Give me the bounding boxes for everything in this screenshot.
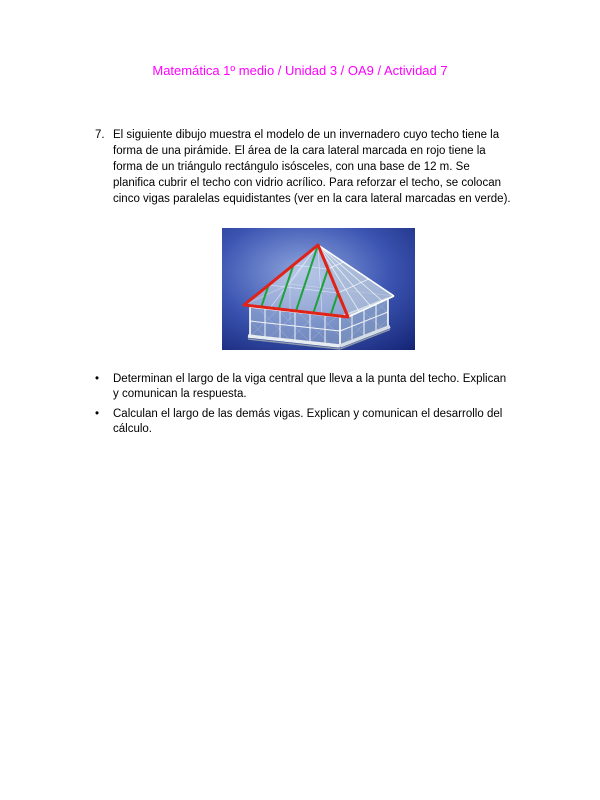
bullet-text: Calculan el largo de las demás vigas. Explican y comunican el desarrollo del cálculo.: [113, 408, 503, 435]
task-bullets: [95, 372, 512, 437]
problem-7: [95, 127, 512, 207]
page-title: Matemática 1º medio / Unidad 3 / OA9 / Actividad 7: [152, 63, 448, 78]
problem-number: 7.: [95, 129, 105, 141]
bullet-text: Determinan el largo de la viga central que lleva a la punta del techo. Explican y comunican la respuesta.: [113, 373, 507, 400]
list-item: [95, 407, 512, 437]
greenhouse-illustration: [222, 228, 415, 350]
bullet-marker: •: [95, 408, 100, 420]
list-item: [95, 372, 512, 402]
bullet-marker: •: [95, 373, 100, 385]
greenhouse-figure: [222, 228, 415, 350]
problem-text: El siguiente dibujo muestra el modelo de un invernadero cuyo techo tiene la forma de una pirámide. El área de la cara lateral marcada en rojo tiene la forma de un triángulo rectángulo isósceles, con una base de 12 m. Se planifica cubrir el techo con vidrio acrílico. Para reforzar el techo, se colocan cinco vigas paralelas equidistantes (ver en la cara lateral marcadas en verde).: [113, 129, 511, 205]
